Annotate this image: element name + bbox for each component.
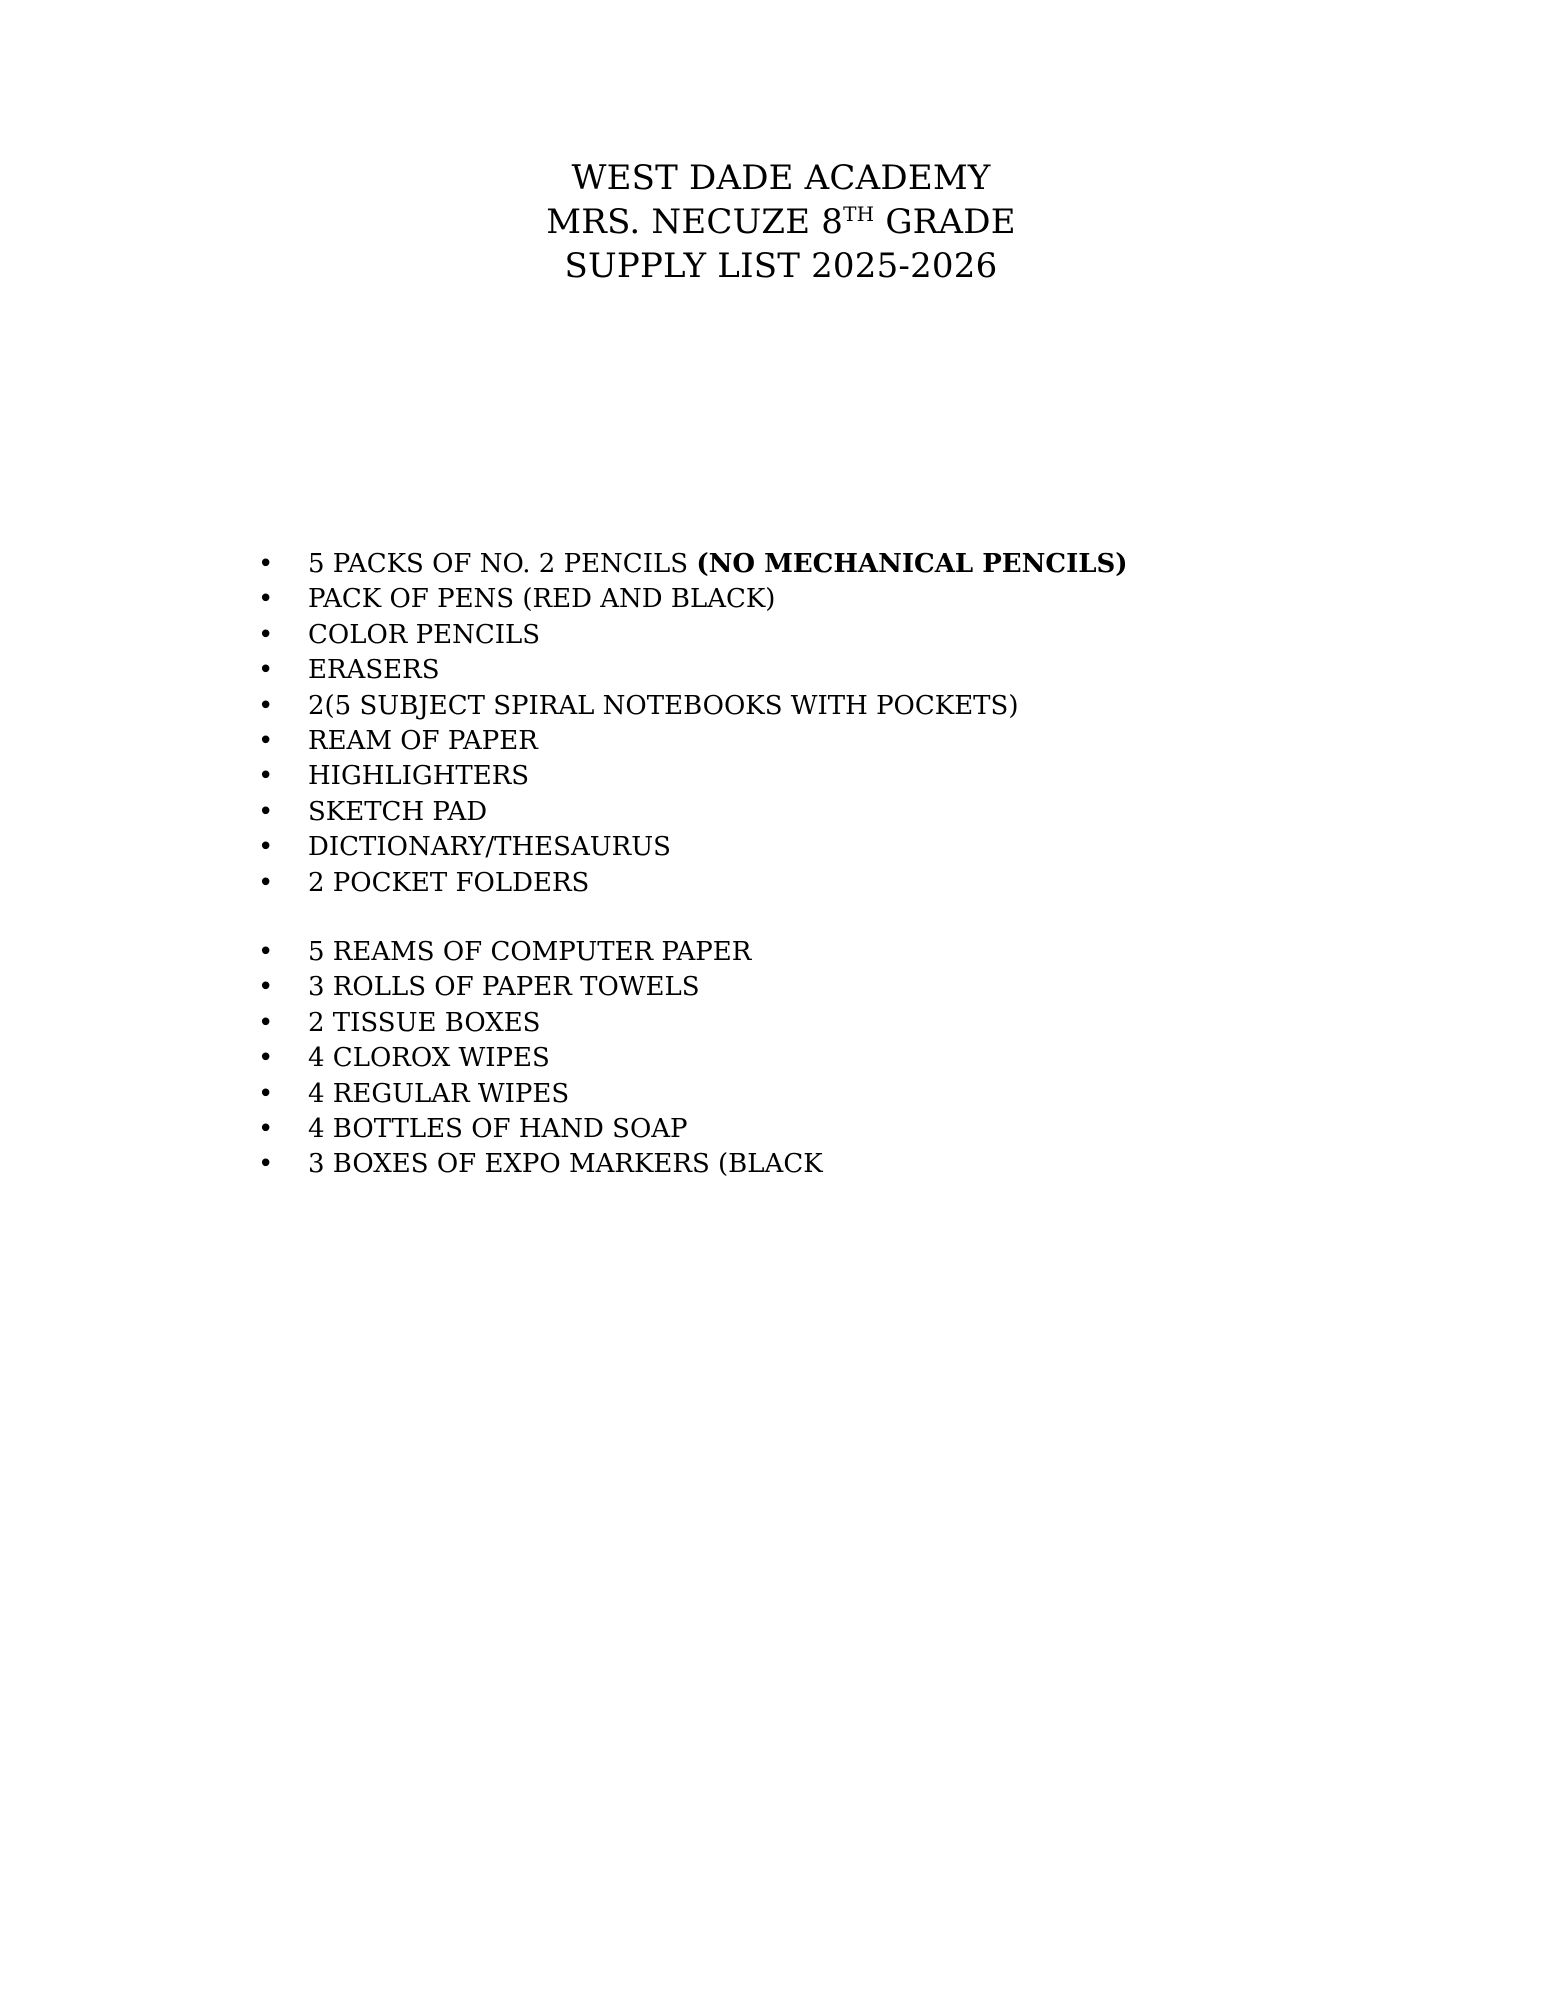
bullet-icon: • — [258, 761, 274, 792]
bullet-icon: • — [258, 690, 274, 721]
teacher-name: MRS. NECUZE 8 — [546, 202, 844, 242]
grade-label: GRADE — [874, 202, 1016, 242]
item-note: (NO MECHANICAL PENCILS) — [696, 549, 1128, 579]
item-text: 5 PACKS OF NO. 2 PENCILS — [308, 549, 697, 579]
ordinal-suffix: TH — [843, 202, 875, 226]
bullet-icon: • — [258, 619, 274, 650]
school-name: WEST DADE ACADEMY — [571, 158, 991, 198]
list-item — [258, 724, 1128, 759]
document-header — [0, 156, 1562, 288]
item-text: 4 BOTTLES OF HAND SOAP — [308, 1114, 688, 1145]
list-item — [258, 866, 1128, 901]
item-text: 2 TISSUE BOXES — [308, 1007, 541, 1038]
list-item — [258, 970, 823, 1005]
bullet-icon: • — [258, 1114, 274, 1145]
list-item — [258, 582, 1128, 617]
item-text: 2 POCKET FOLDERS — [308, 867, 590, 898]
list-item — [258, 1112, 823, 1147]
bullet-icon: • — [258, 584, 274, 615]
list-item — [258, 653, 1128, 688]
item-text: 4 REGULAR WIPES — [308, 1078, 570, 1109]
list-item — [258, 618, 1128, 653]
bullet-icon: • — [258, 1078, 274, 1109]
classroom-supply-list — [258, 935, 823, 1183]
list-item — [258, 1147, 823, 1182]
item-text: DICTIONARY/THESAURUS — [308, 832, 671, 863]
list-item — [258, 759, 1128, 794]
list-item — [258, 689, 1128, 724]
item-text: 2(5 SUBJECT SPIRAL NOTEBOOKS WITH POCKETS) — [308, 690, 1019, 721]
bullet-icon: • — [258, 1007, 274, 1038]
list-item — [258, 795, 1128, 830]
bullet-icon: • — [258, 972, 274, 1003]
bullet-icon: • — [258, 867, 274, 898]
list-item — [258, 935, 823, 970]
item-text: ERASERS — [308, 655, 440, 686]
bullet-icon: • — [258, 726, 274, 757]
item-text: 3 BOXES OF EXPO MARKERS (BLACK — [308, 1149, 823, 1180]
item-text: 3 ROLLS OF PAPER TOWELS — [308, 972, 700, 1003]
bullet-icon: • — [258, 832, 274, 863]
item-text: SKETCH PAD — [308, 796, 488, 827]
list-item — [258, 1041, 823, 1076]
item-text: REAM OF PAPER — [308, 726, 538, 757]
student-supply-list — [258, 547, 1128, 901]
bullet-icon: • — [258, 1149, 274, 1180]
list-item — [258, 1077, 823, 1112]
teacher-grade-line — [0, 200, 1562, 244]
bullet-icon: • — [258, 937, 274, 967]
bullet-icon: • — [258, 796, 274, 827]
list-item — [258, 1006, 823, 1041]
bullet-icon: • — [258, 1043, 274, 1074]
item-text: 5 REAMS OF COMPUTER PAPER — [308, 937, 752, 967]
list-item — [258, 547, 1128, 582]
item-text: COLOR PENCILS — [308, 619, 541, 650]
bullet-icon: • — [258, 655, 274, 686]
bullet-icon: • — [258, 549, 274, 579]
item-text: HIGHLIGHTERS — [308, 761, 530, 792]
item-text: PACK OF PENS (RED AND BLACK) — [308, 584, 776, 615]
item-text: 4 CLOROX WIPES — [308, 1043, 550, 1074]
list-item — [258, 830, 1128, 865]
supply-list-title: SUPPLY LIST 2025-2026 — [564, 246, 998, 286]
